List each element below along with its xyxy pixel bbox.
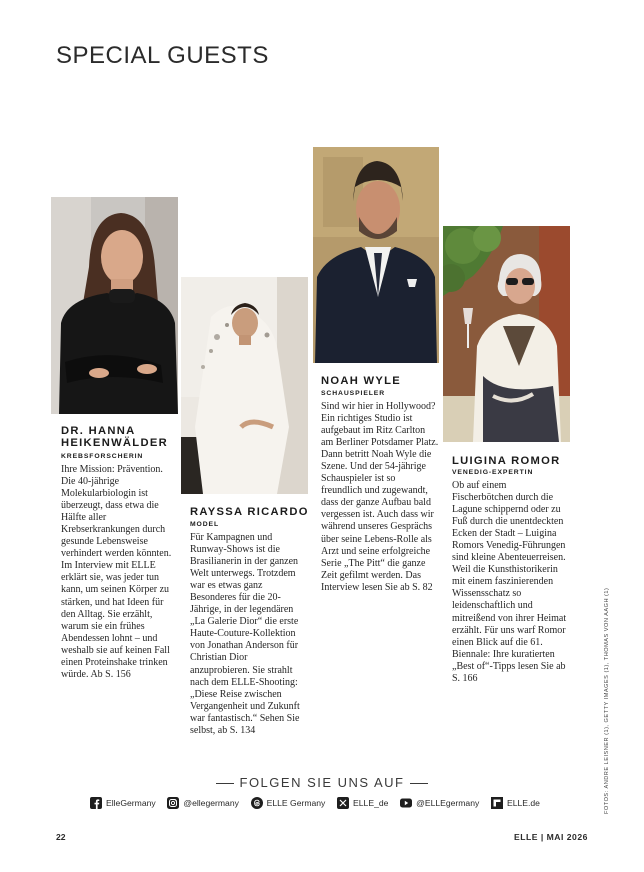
guest-bio-hanna: Ihre Mission: Prävention. Die 40-jährige Molekularbiologin ist überzeugt, dass etwa die Hälfte aller Krebserkrankungen durch gesunde Lebensweise verhindert werden könnten. Im Interview mit ELLE erklärt sie, was jeder tun kann, um seinen Körper zu stärken, und hat Ideen für den Alltag. Sie erzählt, warum sie ein frühes Abendessen lohnt – und weshalb sie auf keinen Fall einen Proteinshake trinken würde. Ab S. 156 — [61, 464, 172, 680]
guest-bio-noah: Sind wir hier in Hollywood? Ein richtiges Studio ist aufgebaut im Ritz Carlton am Berliner Potsdamer Platz. Dann betritt Noah Wyle die Szene. Und der 54-jährige Schauspieler ist so freundlich und zugewandt, dass der ganze Aufbau bald vergessen ist. Auch dass wir während unseres Gesprächs über seine Lebens-Rolle als Arzt und seine erfolgreiche Serie „The Pitt“ die ganze Zeit gefilmt werden. Das Interview lesen Sie ab S. 82 — [321, 401, 439, 593]
guest-photo-noah — [313, 147, 439, 363]
guest-name-rayssa: RAYSSA RICARDO — [190, 506, 309, 518]
social-youtube[interactable] — [400, 797, 479, 809]
guest-bio-rayssa: Für Kampagnen und Runway-Shows ist die Brasilianerin in der ganzen Welt unterwegs. Trotzdem war es etwas ganz Besonderes für die 20-Jährige, in der legendären „La Galerie Dior“ die erste Haute-Couture-Kollektion von Jonathan Anderson für Christian Dior anzuprobieren. Sie strahlt nach dem ELLE-Shooting: „Diese Reise zwischen Vergangenheit und Zukunft war fantastisch.“ Sehen Sie selbst, ab S. 134 — [190, 532, 300, 736]
social-links — [90, 797, 540, 809]
social-threads[interactable] — [251, 797, 326, 809]
social-flipboard[interactable] — [491, 797, 540, 809]
guest-role-luigina: VENEDIG-EXPERTIN — [452, 469, 534, 476]
follow-label: FOLGEN SIE UNS AUF — [239, 775, 405, 790]
social-instagram[interactable] — [167, 797, 239, 809]
magazine-issue: ELLE | MAI 2026 — [514, 832, 588, 842]
guest-role-hanna: KREBSFORSCHERIN — [61, 453, 144, 460]
social-label-flipboard: ELLE.de — [506, 798, 540, 808]
guest-role-rayssa: MODEL — [190, 521, 220, 528]
guest-photo-luigina — [443, 226, 570, 442]
follow-dash-right — [410, 783, 428, 784]
x-icon — [337, 797, 349, 809]
page-number: 22 — [56, 832, 66, 842]
social-facebook[interactable] — [90, 797, 156, 809]
guest-photo-hanna — [51, 197, 178, 414]
follow-heading — [0, 775, 644, 790]
flipboard-icon — [491, 797, 503, 809]
threads-icon — [251, 797, 263, 809]
guest-name-noah: NOAH WYLE — [321, 375, 402, 387]
social-label-youtube: @ELLEgermany — [416, 798, 480, 808]
youtube-icon — [400, 797, 412, 809]
social-label-instagram: @ellegermany — [183, 798, 239, 808]
social-label-facebook: ElleGermany — [106, 798, 156, 808]
guest-name-hanna: DR. HANNA HEIKENWÄLDER — [61, 425, 168, 449]
guest-bio-luigina: Ob auf einem Fischerbötchen durch die Lagune schippernd oder zu Fuß durch die unentdeckten Ecken der Stadt – Luigina Romors Venedig-Führungen sind kleine Abenteuerreisen. Weil die Kunsthistorikerin mit einem faszinierenden Wissensschatz so leidenschaftlich und mitreißend von ihrer Heimat erzählt. Für uns warf Romor einen Blick auf die 61. Biennale: Ihre kuratierten „Best of“-Tipps lesen Sie ab S. 166 — [452, 480, 567, 684]
guest-role-noah: SCHAUSPIELER — [321, 390, 386, 397]
social-x[interactable] — [337, 797, 388, 809]
photo-credit: FOTOS: ANDRE LEISNER (1), GETTY IMAGES (1), THOMAS VON AAGH (1) — [604, 587, 610, 814]
guest-name-luigina: LUIGINA ROMOR — [452, 455, 561, 467]
social-label-x: ELLE_de — [353, 798, 389, 808]
follow-dash-left — [216, 783, 234, 784]
facebook-icon — [90, 797, 102, 809]
guest-photo-rayssa — [181, 277, 308, 494]
social-label-threads: ELLE Germany — [266, 798, 326, 808]
page-title: SPECIAL GUESTS — [56, 42, 269, 69]
instagram-icon — [167, 797, 179, 809]
